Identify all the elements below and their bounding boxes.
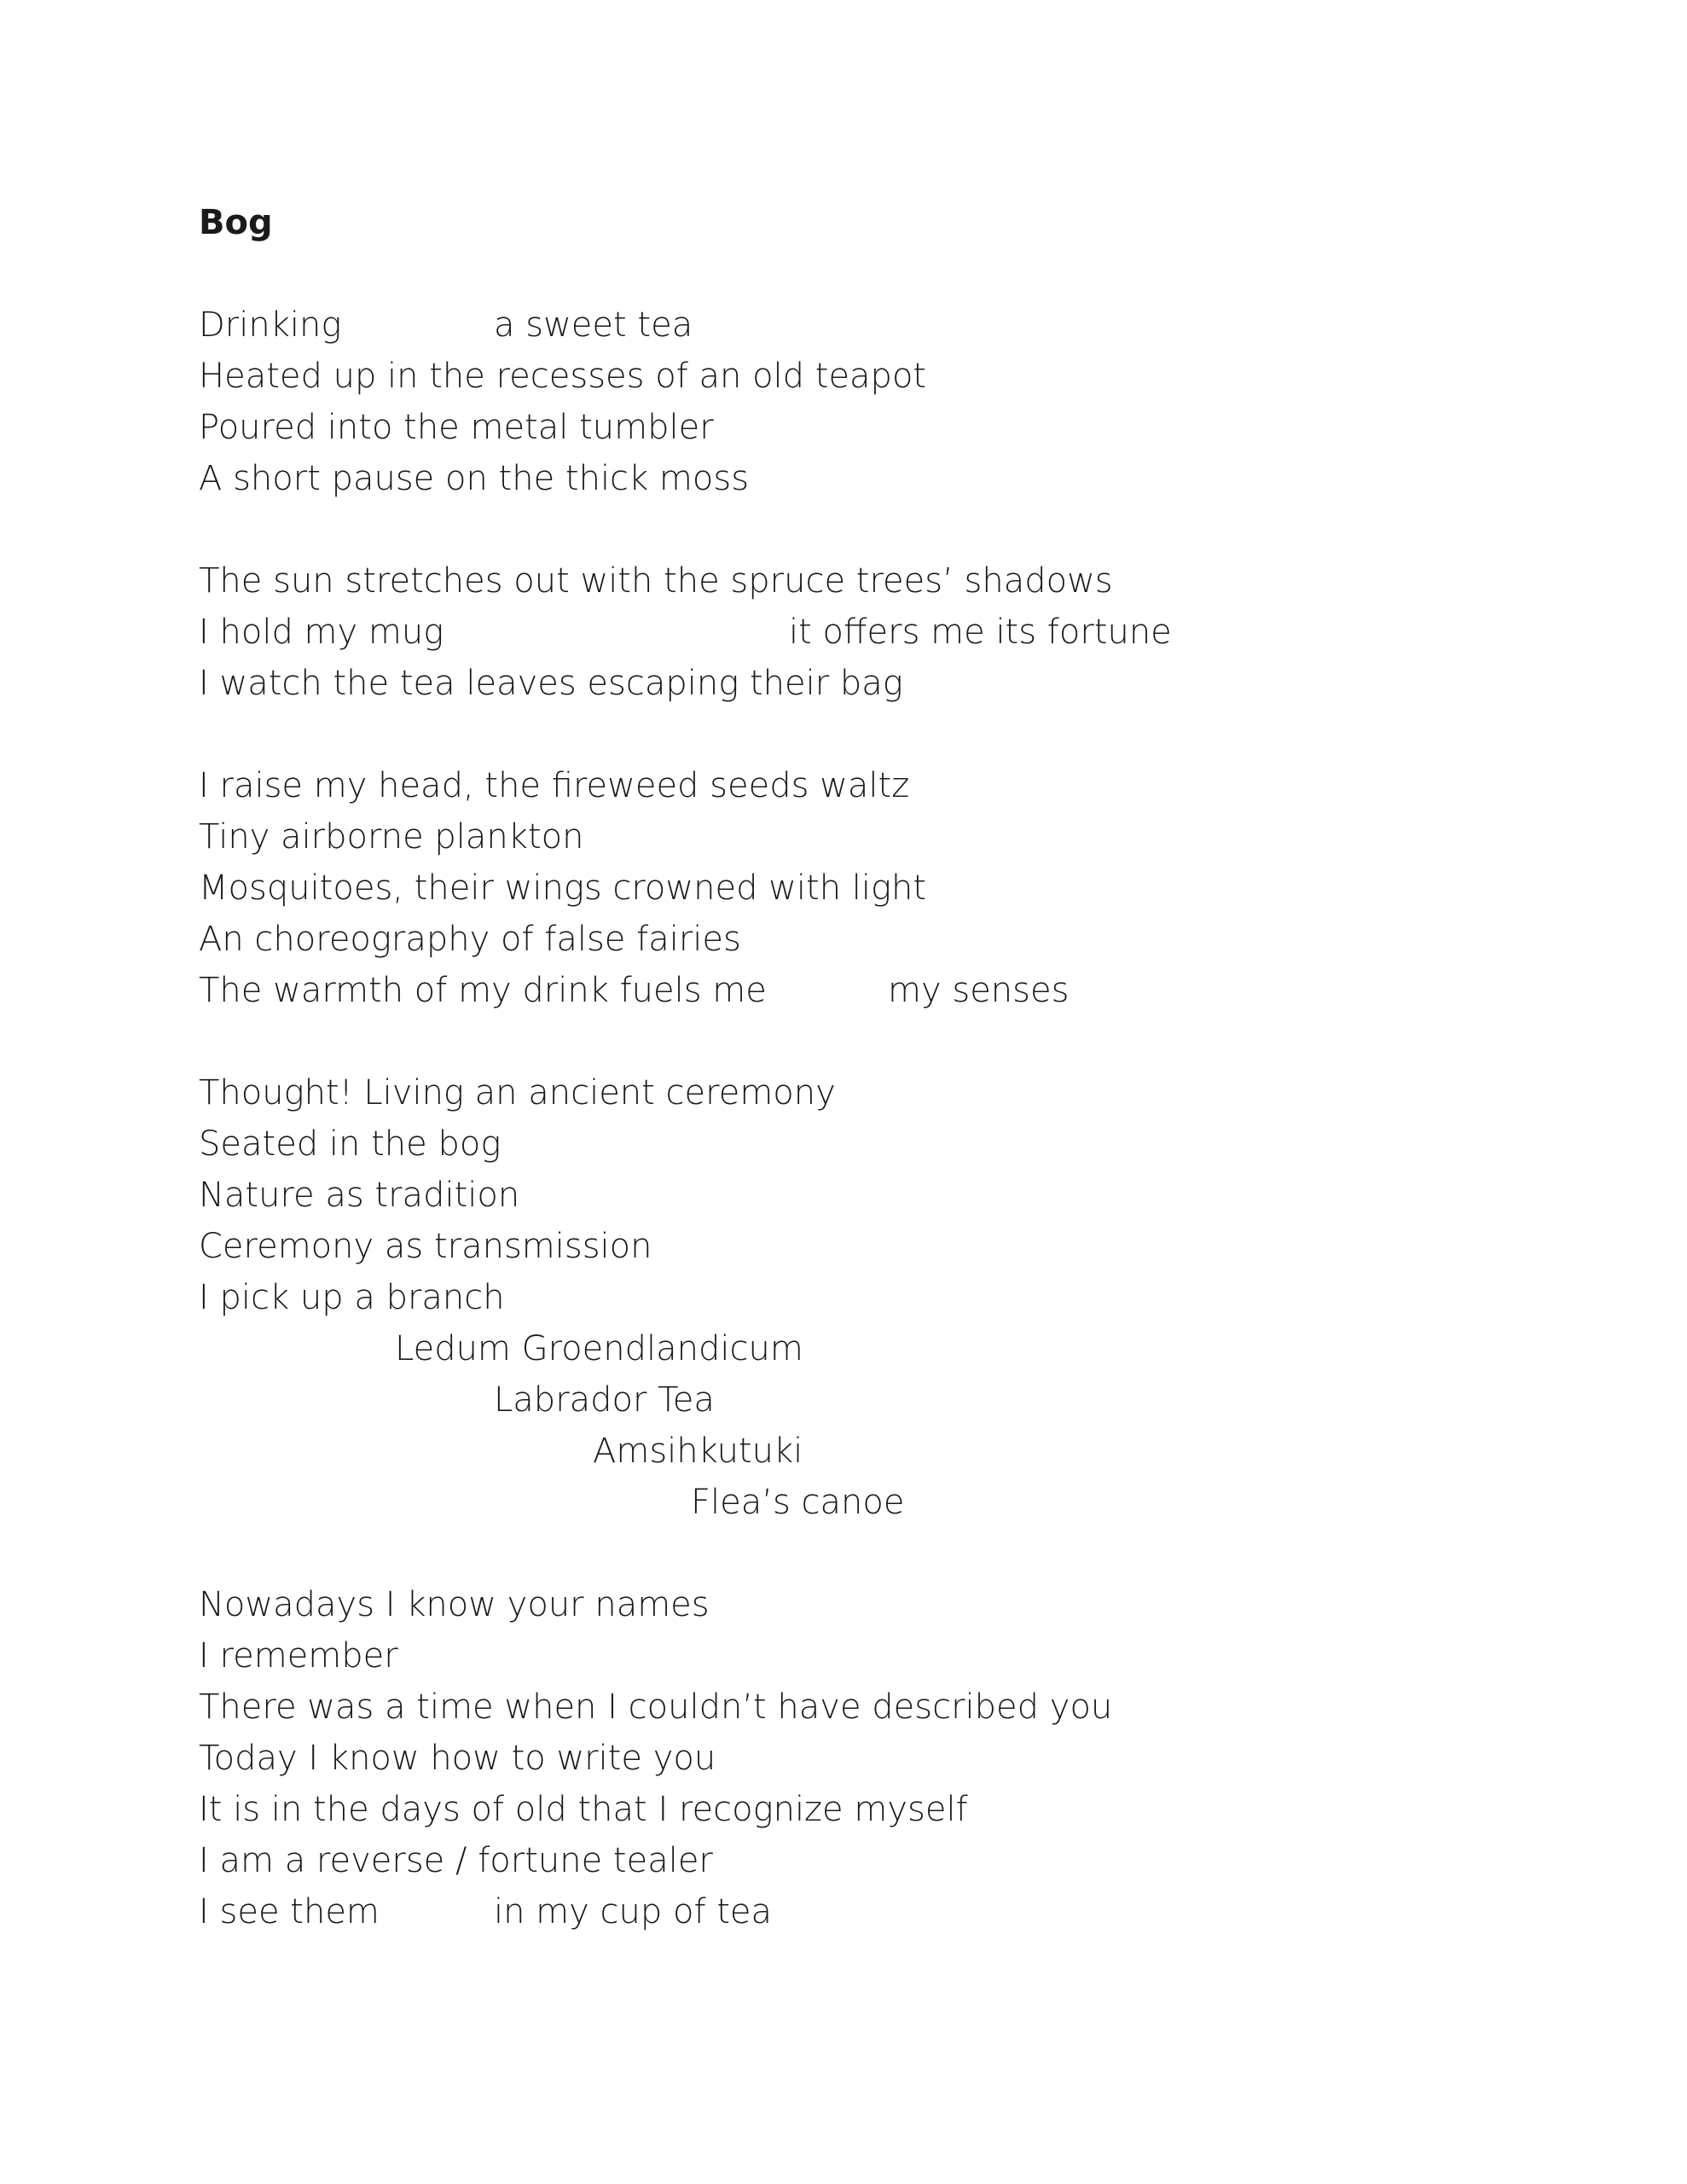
poem-line: Flea’s canoe <box>691 1483 905 1522</box>
poem-line: Heated up in the recesses of an old teapot <box>199 357 927 396</box>
poem-line: Nowadays I know your names <box>199 1585 710 1624</box>
poem-line: I hold my mug <box>199 613 444 652</box>
poem-line: I remember <box>199 1636 398 1676</box>
poem-line: A short pause on the thick moss <box>199 459 750 498</box>
poem-line: The warmth of my drink fuels me <box>199 971 767 1010</box>
poem-line: Nature as tradition <box>199 1176 520 1215</box>
poem-line: Today I know how to write you <box>199 1739 716 1778</box>
poem-line: The sun stretches out with the spruce trees’ shadows <box>199 561 1113 601</box>
poem-line: I watch the tea leaves escaping their bag <box>199 664 903 703</box>
poem-line: I raise my head, the fireweed seeds waltz <box>199 766 910 805</box>
poem-line: Mosquitoes, their wings crowned with light <box>199 868 927 908</box>
poem-line: Seated in the bog <box>199 1124 501 1164</box>
poem-line: Thought! Living an ancient ceremony <box>199 1073 836 1112</box>
poem-line: I pick up a branch <box>199 1278 505 1317</box>
poem-title: Bog <box>199 203 273 242</box>
poem-line: It is in the days of old that I recognize myself <box>199 1790 968 1829</box>
poem-line: Ceremony as transmission <box>199 1227 652 1266</box>
poem-line: I see them <box>199 1892 380 1931</box>
poem-line: a sweet tea <box>494 305 693 345</box>
poem-line: An choreography of false fairies <box>199 920 741 959</box>
poem-line: I am a reverse / fortune tealer <box>199 1841 713 1880</box>
poem-line: Ledum Groendlandicum <box>395 1329 803 1368</box>
poem-line: Poured into the metal tumbler <box>199 408 714 447</box>
poem-line: Drinking <box>199 305 342 345</box>
poem-line: in my cup of tea <box>494 1892 773 1931</box>
poem-line: Tiny airborne plankton <box>199 817 584 857</box>
poem-line: Labrador Tea <box>494 1380 715 1420</box>
poem-line: There was a time when I couldn’t have described you <box>199 1687 1113 1727</box>
poem-line: it offers me its fortune <box>789 613 1172 652</box>
poem-line: my senses <box>888 971 1070 1010</box>
poem-line: Amsihkutuki <box>593 1432 803 1471</box>
